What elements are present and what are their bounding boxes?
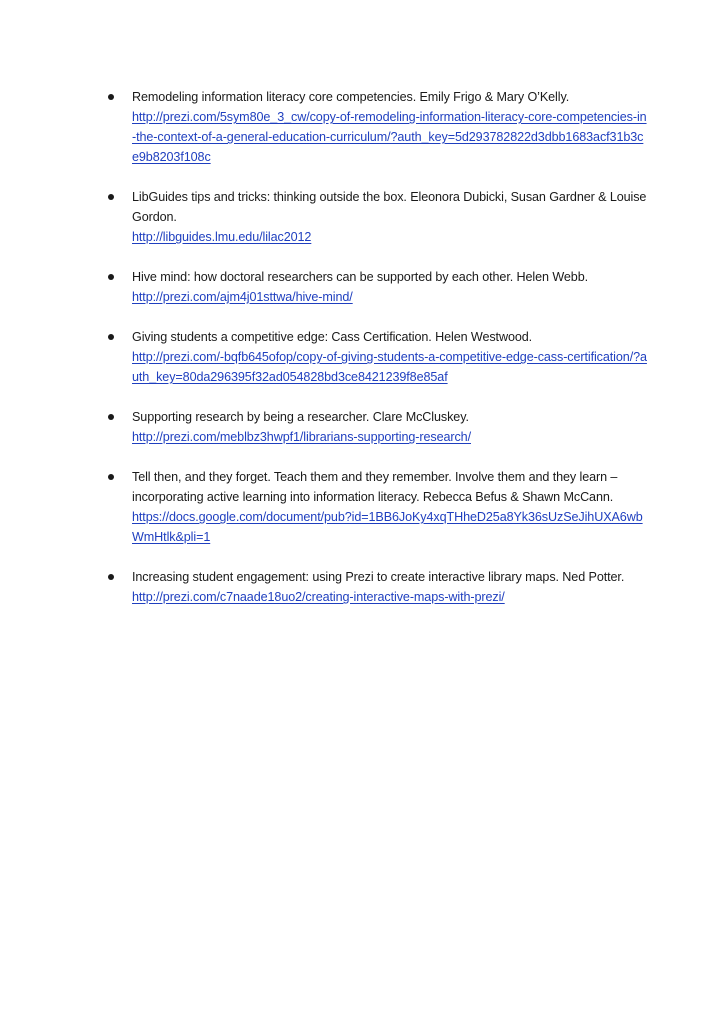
reference-text: Remodeling information literacy core competencies. Emily Frigo & Mary O’Kelly.	[132, 90, 570, 104]
list-item	[108, 87, 648, 167]
bullet-icon	[108, 194, 114, 200]
list-item	[108, 567, 648, 607]
reference-link[interactable]: http://prezi.com/ajm4j01sttwa/hive-mind/	[132, 290, 353, 304]
reference-link[interactable]: http://prezi.com/meblbz3hwpf1/librarians-supporting-research/	[132, 430, 471, 444]
bullet-icon	[108, 414, 114, 420]
reference-link[interactable]: https://docs.google.com/document/pub?id=1BB6JoKy4xqTHheD25a8Yk36sUzSeJihUXA6wbWmHtlk&pli=1	[132, 510, 643, 544]
bullet-icon	[108, 274, 114, 280]
reference-link[interactable]: http://prezi.com/c7naade18uo2/creating-interactive-maps-with-prezi/	[132, 590, 505, 604]
reference-link[interactable]: http://prezi.com/-bqfb645ofop/copy-of-giving-students-a-competitive-edge-cass-certification/?auth_key=80da296395f32ad054828bd3ce8421239f8e85af	[132, 350, 647, 384]
reference-link[interactable]: http://prezi.com/5sym80e_3_cw/copy-of-remodeling-information-literacy-core-competencies-in-the-context-of-a-general-education-curriculum/?auth_key=5d293782822d3dbb1683acf31b3ce9b8203f108c	[132, 110, 647, 164]
list-item	[108, 267, 648, 307]
bullet-icon	[108, 334, 114, 340]
list-item	[108, 187, 648, 247]
reference-text: Supporting research by being a researcher. Clare McCluskey.	[132, 410, 469, 424]
list-item	[108, 327, 648, 387]
bullet-icon	[108, 474, 114, 480]
reference-text: LibGuides tips and tricks: thinking outside the box. Eleonora Dubicki, Susan Gardner & Louise Gordon.	[132, 190, 647, 224]
reference-text: Increasing student engagement: using Prezi to create interactive library maps. Ned Potter.	[132, 570, 625, 584]
list-item	[108, 467, 648, 547]
reference-text: Hive mind: how doctoral researchers can be supported by each other. Helen Webb.	[132, 270, 588, 284]
bullet-icon	[108, 94, 114, 100]
reference-link[interactable]: http://libguides.lmu.edu/lilac2012	[132, 230, 312, 244]
reference-text: Giving students a competitive edge: Cass Certification. Helen Westwood.	[132, 330, 533, 344]
reference-list	[108, 87, 648, 627]
list-item	[108, 407, 648, 447]
bullet-icon	[108, 574, 114, 580]
reference-text: Tell then, and they forget. Teach them and they remember. Involve them and they learn – incorporating active learning into information literacy. Rebecca Befus & Shawn McCann.	[132, 470, 618, 504]
